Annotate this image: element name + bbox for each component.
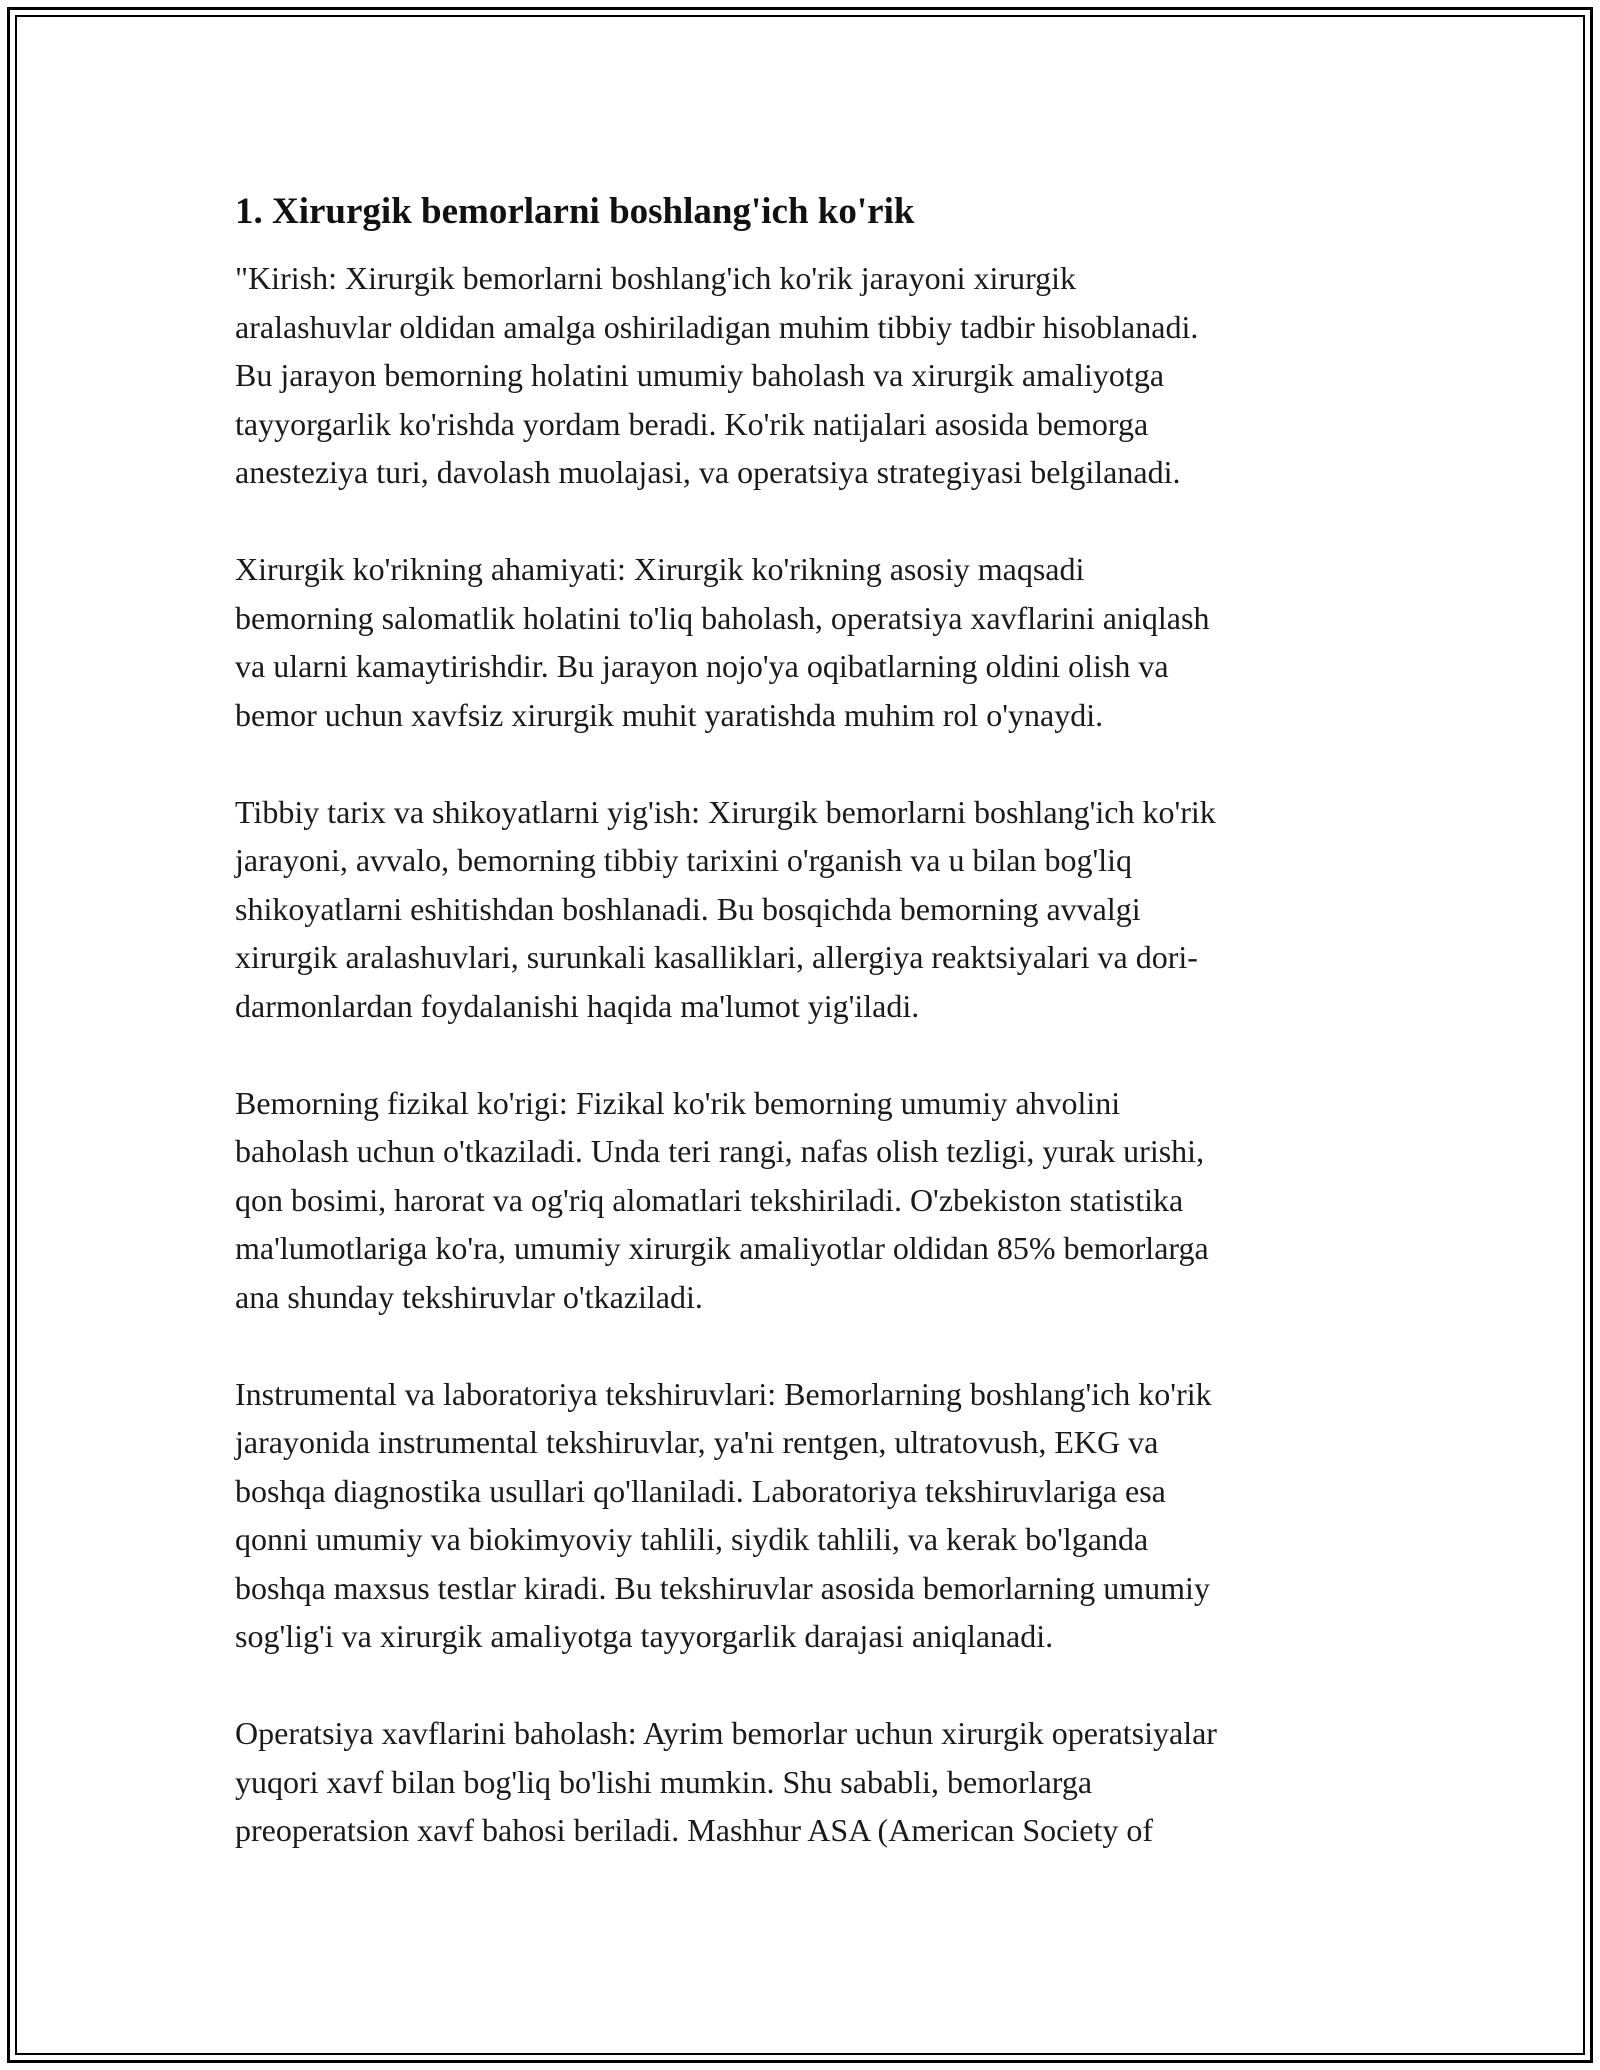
text-line: Operatsiya xavflarini baholash: Ayrim bemorlar uchun xirurgik operatsiyalar bbox=[235, 1715, 1217, 1751]
document-body bbox=[235, 186, 1415, 1903]
paragraph-instrumental-lab bbox=[235, 1370, 1415, 1661]
text-line: va ularni kamaytirishdir. Bu jarayon nojo'ya oqibatlarning oldini olish va bbox=[235, 648, 1169, 684]
paragraph-introduction bbox=[235, 254, 1415, 497]
text-line: Xirurgik ko'rikning ahamiyati: Xirurgik ko'rikning asosiy maqsadi bbox=[235, 551, 1085, 587]
text-line: yuqori xavf bilan bog'liq bo'lishi mumkin. Shu sababli, bemorlarga bbox=[235, 1763, 1093, 1800]
text-line: ma'lumotlariga ko'ra, umumiy xirurgik amaliyotlar oldidan 85% bemorlarga bbox=[235, 1230, 1209, 1266]
text-line: anesteziya turi, davolash muolajasi, va operatsiya strategiyasi belgilanadi. bbox=[235, 454, 1181, 490]
text-line: boshqa diagnostika usullari qo'llaniladi. Laboratoriya tekshiruvlariga esa bbox=[235, 1472, 1166, 1509]
text-line: baholash uchun o'tkaziladi. Unda teri rangi, nafas olish tezligi, yurak urishi, bbox=[235, 1133, 1205, 1169]
text-line: bemor uchun xavfsiz xirurgik muhit yaratishda muhim rol o'ynaydi. bbox=[235, 696, 1104, 733]
text-line: Bemorning fizikal ko'rigi: Fizikal ko'rik bemorning umumiy ahvolini bbox=[235, 1084, 1121, 1121]
text-line: darmonlardan foydalanishi haqida ma'lumot yig'iladi. bbox=[235, 987, 920, 1024]
text-line: tayyorgarlik ko'rishda yordam beradi. Ko'rik natijalari asosida bemorga bbox=[235, 405, 1149, 442]
text-line: ana shunday tekshiruvlar o'tkaziladi. bbox=[235, 1278, 703, 1315]
text-line: bemorning salomatlik holatini to'liq baholash, operatsiya xavflarini aniqlash bbox=[235, 599, 1210, 636]
paragraph-importance bbox=[235, 545, 1415, 739]
text-line: "Kirish: Xirurgik bemorlarni boshlang'ich ko'rik jarayoni xirurgik bbox=[235, 260, 1077, 296]
section-heading: 1. Xirurgik bemorlarni boshlang'ich ko'rik bbox=[235, 191, 915, 232]
text-line: sog'lig'i va xirurgik amaliyotga tayyorgarlik darajasi aniqlanadi. bbox=[235, 1618, 1054, 1654]
paragraph-physical-exam bbox=[235, 1079, 1415, 1322]
text-line: Tibbiy tarix va shikoyatlarni yig'ish: Xirurgik bemorlarni boshlang'ich ko'rik bbox=[235, 793, 1216, 830]
text-line: boshqa maxsus testlar kiradi. Bu tekshiruvlar asosida bemorlarning umumiy bbox=[235, 1569, 1210, 1606]
text-line: jarayoni, avvalo, bemorning tibbiy tarixini o'rganish va u bilan bog'liq bbox=[235, 842, 1132, 878]
text-line: aralashuvlar oldidan amalga oshiriladigan muhim tibbiy tadbir hisoblanadi. bbox=[235, 308, 1199, 345]
text-line: preoperatsion xavf bahosi beriladi. Mashhur ASA (American Society of bbox=[235, 1812, 1153, 1848]
text-line: Instrumental va laboratoriya tekshiruvlari: Bemorlarning boshlang'ich ko'rik bbox=[235, 1375, 1212, 1412]
text-line: xirurgik aralashuvlari, surunkali kasalliklari, allergiya reaktsiyalari va dori- bbox=[235, 939, 1198, 975]
text-line: qonni umumiy va biokimyoviy tahlili, siydik tahlili, va kerak bo'lganda bbox=[235, 1521, 1149, 1557]
paragraph-medical-history bbox=[235, 788, 1415, 1031]
paragraph-risk-assessment bbox=[235, 1709, 1415, 1855]
text-line: qon bosimi, harorat va og'riq alomatlari tekshiriladi. O'zbekiston statistika bbox=[235, 1181, 1184, 1218]
text-line: shikoyatlarni eshitishdan boshlanadi. Bu bosqichda bemorning avvalgi bbox=[235, 890, 1141, 927]
text-line: Bu jarayon bemorning holatini umumiy baholash va xirurgik amaliyotga bbox=[235, 357, 1165, 393]
text-line: jarayonida instrumental tekshiruvlar, ya'ni rentgen, ultratovush, EKG va bbox=[235, 1424, 1159, 1460]
